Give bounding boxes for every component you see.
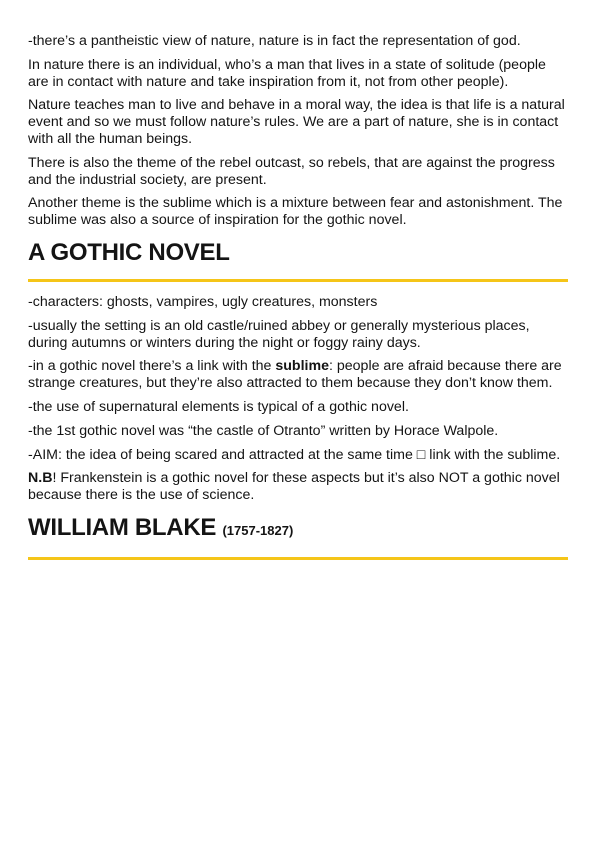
gothic-sublime-bold: sublime (275, 358, 329, 375)
gothic-nb (28, 470, 568, 504)
gothic-sublime-post: : people are afraid because there are strange creatures, but they’re also attracted to them because they don’t know them. (28, 358, 562, 392)
gothic-first-novel: -the 1st gothic novel was “the castle of Otranto” written by Horace Walpole. (28, 422, 499, 439)
gothic-sublime (28, 358, 568, 392)
document-page (28, 33, 568, 572)
william-blake-years: (1757-1827) (222, 522, 294, 538)
william-blake-heading-text: WILLIAM BLAKE (28, 513, 217, 541)
gothic-supernatural: -the use of supernatural elements is typical of a gothic novel. (28, 398, 409, 415)
gothic-nb-bold: N.B (28, 470, 53, 487)
gothic-nb-text: ! Frankenstein is a gothic novel for these aspects but it’s also NOT a gothic novel because there is the use of science. (28, 470, 560, 504)
william-blake-heading (28, 514, 568, 545)
gothic-novel-heading: A GOTHIC NOVEL (28, 238, 230, 266)
intro-paragraph-solitude: In nature there is an individual, who’s a man that lives in a state of solitude (people are in contact with nature and take inspiration from it, not from other people). (28, 56, 546, 90)
gothic-characters: -characters: ghosts, vampires, ugly creatures, monsters (28, 293, 378, 310)
gothic-aim: -AIM: the idea of being scared and attracted at the same time □ link with the sublime. (28, 446, 561, 463)
gothic-setting: -usually the setting is an old castle/ruined abbey or generally mysterious places, during autumns or winters during the night or foggy rainy days. (28, 317, 530, 351)
gothic-heading-divider (28, 279, 568, 282)
intro-paragraph-rebel: There is also the theme of the rebel outcast, so rebels, that are against the progress and the industrial society, are present. (28, 154, 555, 188)
intro-paragraph-pantheism: -there’s a pantheistic view of nature, nature is in fact the representation of god. (28, 33, 521, 49)
blake-heading-divider (28, 557, 568, 560)
gothic-sublime-pre: -in a gothic novel there’s a link with the (28, 358, 276, 375)
intro-paragraph-moral: Nature teaches man to live and behave in a moral way, the idea is that life is a natural event and so we must follow nature’s rules. We are a part of nature, she is in contact with all the human beings. (28, 97, 565, 147)
intro-paragraph-sublime: Another theme is the sublime which is a mixture between fear and astonishment. The sublime was also a source of inspiration for the gothic novel. (28, 195, 563, 229)
